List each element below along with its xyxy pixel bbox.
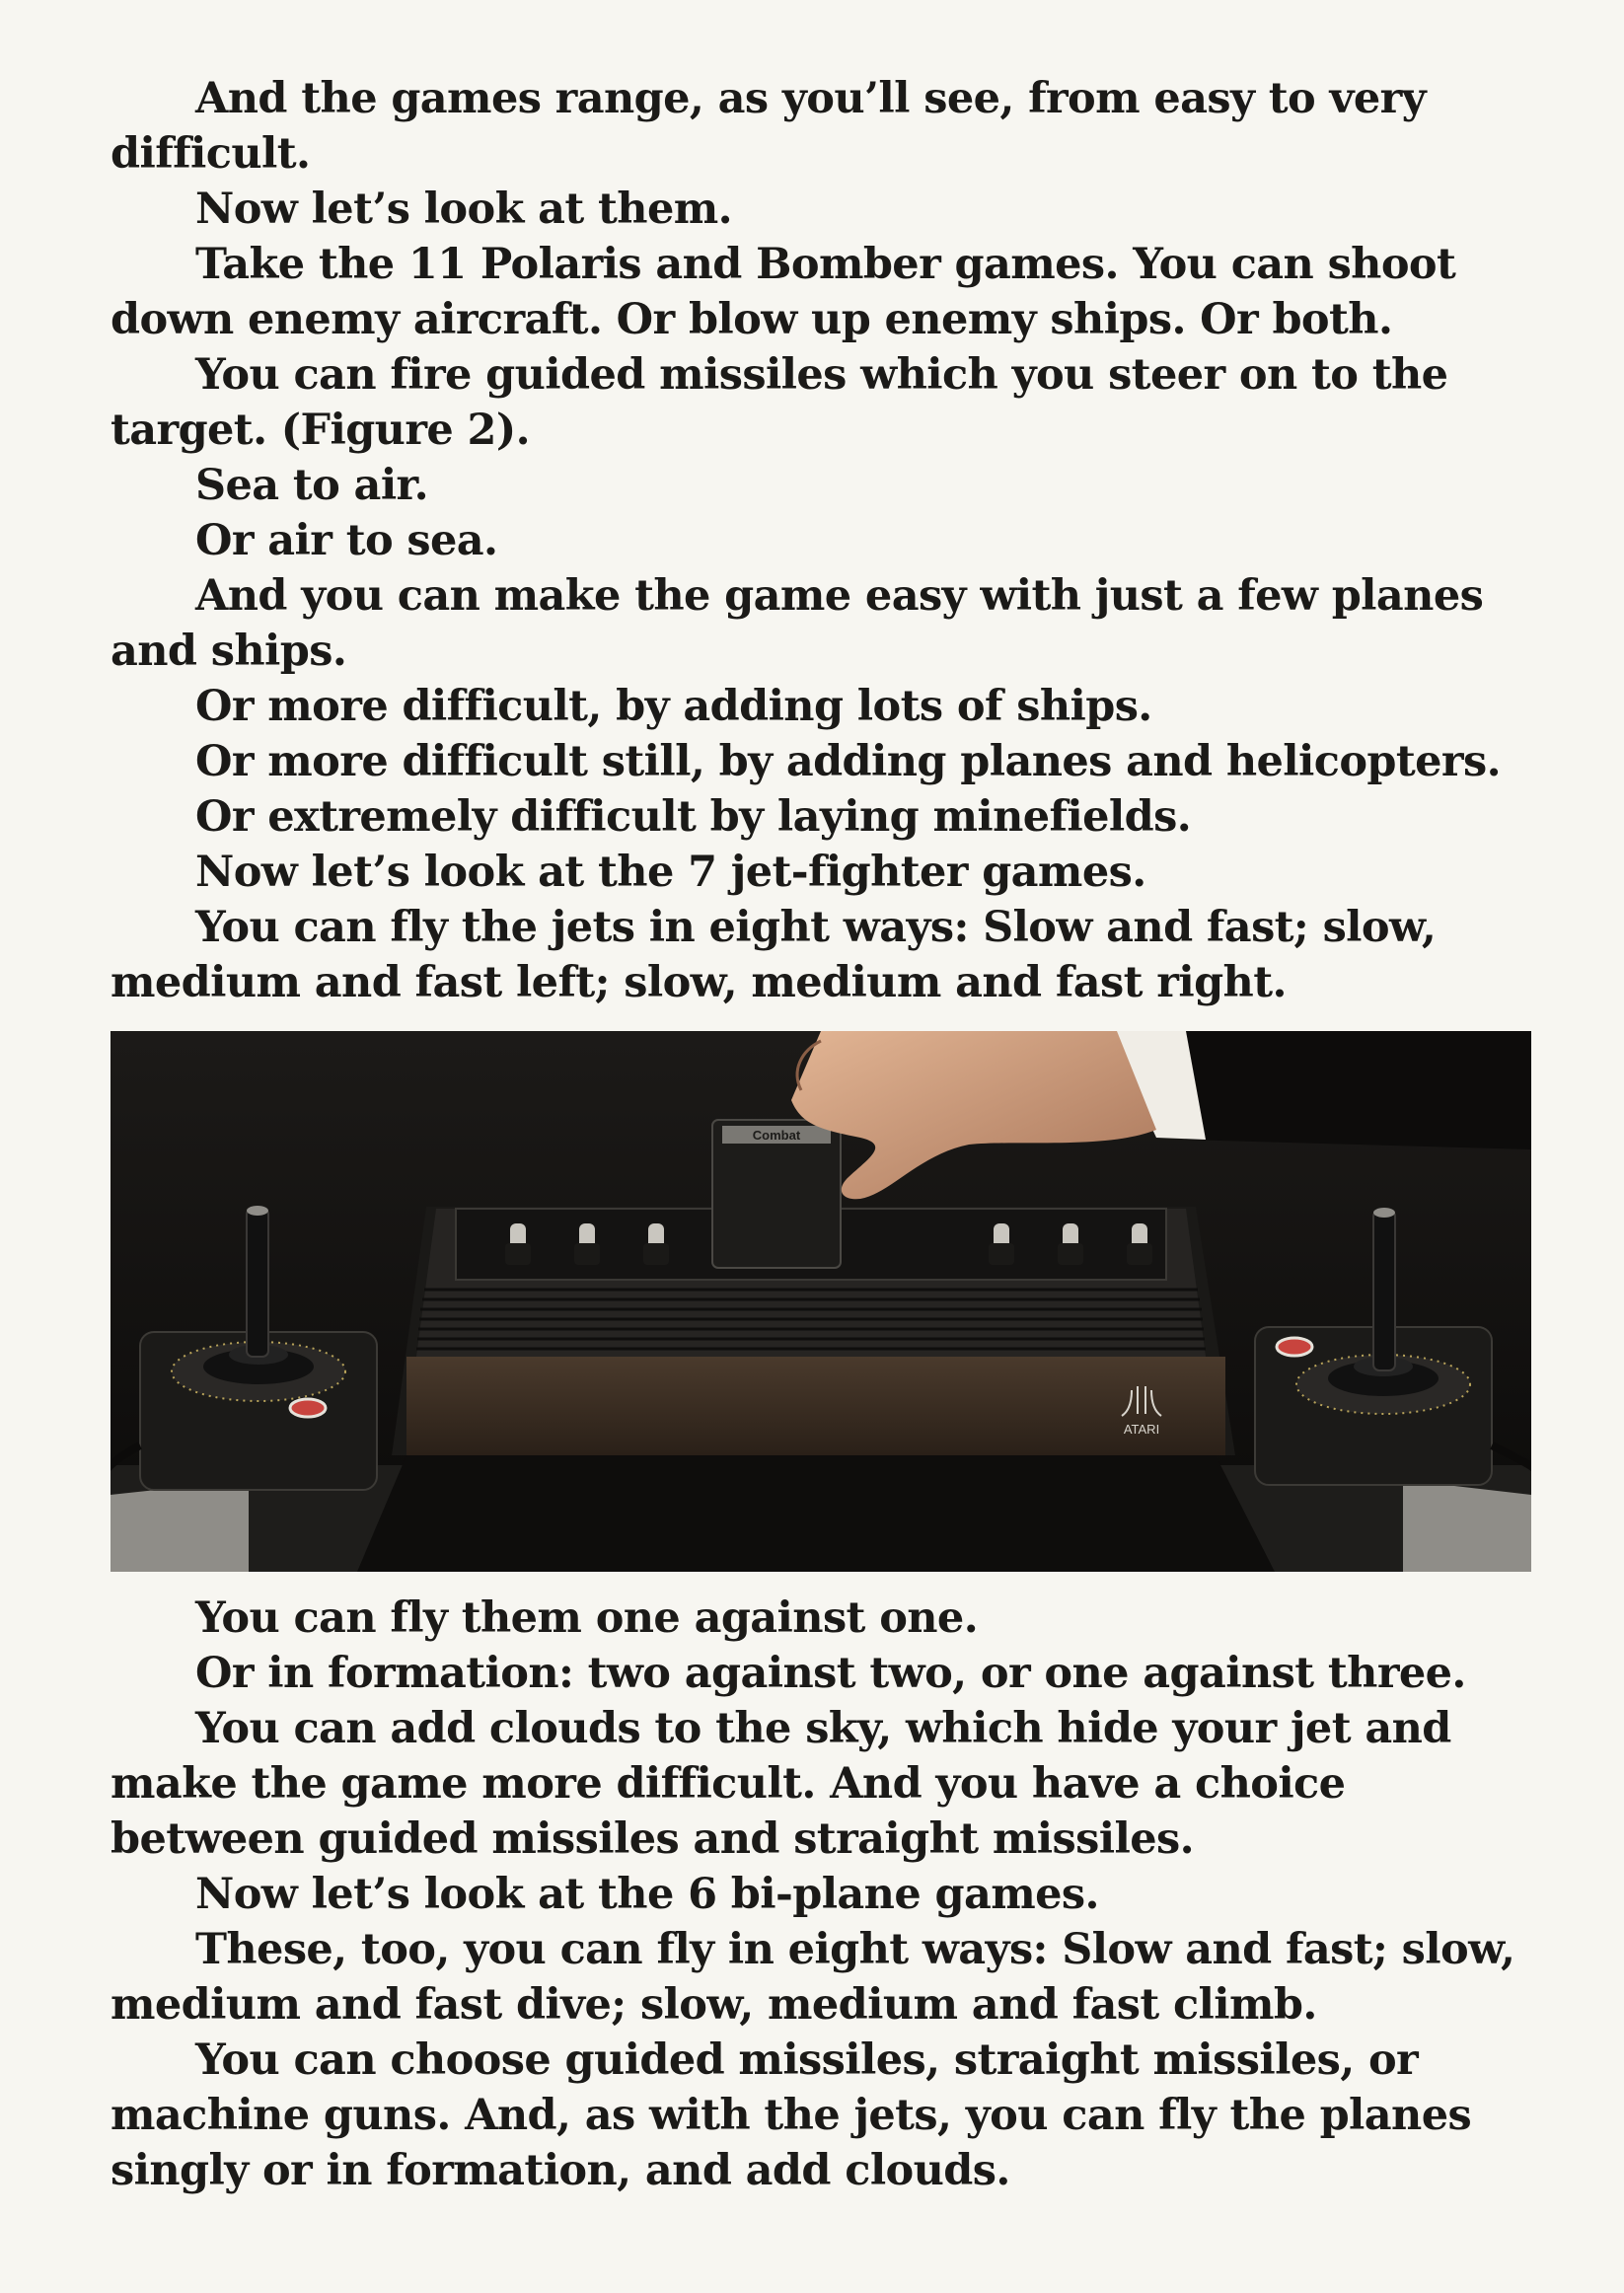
paragraph-line: Sea to air. (195, 461, 429, 510)
paragraph-line: Or air to sea. (195, 516, 498, 565)
bottom-text-block (111, 1590, 1536, 2198)
paragraph-line: And you can make the game easy with just a few planes (195, 571, 1484, 621)
paragraph-line: machine guns. And, as with the jets, you can fly the planes (111, 2091, 1472, 2140)
paragraph-line: Or in formation: two against two, or one against three. (195, 1649, 1466, 1698)
console-logo-text: ATARI (1123, 1422, 1160, 1437)
paragraph-line: These, too, you can fly in eight ways: Slow and fast; slow, (195, 1925, 1515, 1974)
paragraph-line: Now let’s look at the 7 jet-fighter games. (195, 848, 1146, 897)
paragraph-line: Take the 11 Polaris and Bomber games. You can shoot (195, 240, 1456, 289)
paragraph-line: medium and fast dive; slow, medium and fast climb. (111, 1980, 1317, 2030)
paragraph-line: between guided missiles and straight missiles. (111, 1814, 1194, 1864)
paragraph-line: down enemy aircraft. Or blow up enemy ships. Or both. (111, 295, 1393, 344)
paragraph-line: You can fire guided missiles which you steer on to the (195, 350, 1448, 400)
paragraph-line: You can add clouds to the sky, which hide your jet and (195, 1704, 1451, 1753)
cartridge-label: Combat (752, 1128, 801, 1143)
atari-console-photo (111, 1031, 1531, 1572)
paragraph-line: and ships. (111, 627, 347, 676)
cartridge (712, 1120, 841, 1268)
paragraph-line: Now let’s look at them. (195, 185, 732, 234)
paragraph-line: singly or in formation, and add clouds. (111, 2146, 1010, 2195)
paragraph-line: target. (Figure 2). (111, 406, 530, 455)
paragraph-line: You can fly them one against one. (195, 1593, 979, 1643)
paragraph-line: You can choose guided missiles, straight missiles, or (195, 2035, 1419, 2085)
paragraph-line: Or extremely difficult by laying minefields. (195, 792, 1192, 842)
paragraph-line: Now let’s look at the 6 bi-plane games. (195, 1870, 1099, 1919)
paragraph-line: And the games range, as you’ll see, from easy to very (195, 74, 1427, 123)
paragraph-line: You can fly the jets in eight ways: Slow and fast; slow, (195, 903, 1437, 952)
top-text-block (111, 71, 1536, 1010)
paragraph-line: difficult. (111, 129, 311, 179)
paragraph-line: medium and fast left; slow, medium and fast right. (111, 958, 1287, 1007)
paragraph-line: make the game more difficult. And you have a choice (111, 1759, 1346, 1809)
paragraph-line: Or more difficult still, by adding planes and helicopters. (195, 737, 1501, 786)
paragraph-line: Or more difficult, by adding lots of ships. (195, 682, 1152, 731)
console-illustration (111, 1031, 1531, 1572)
